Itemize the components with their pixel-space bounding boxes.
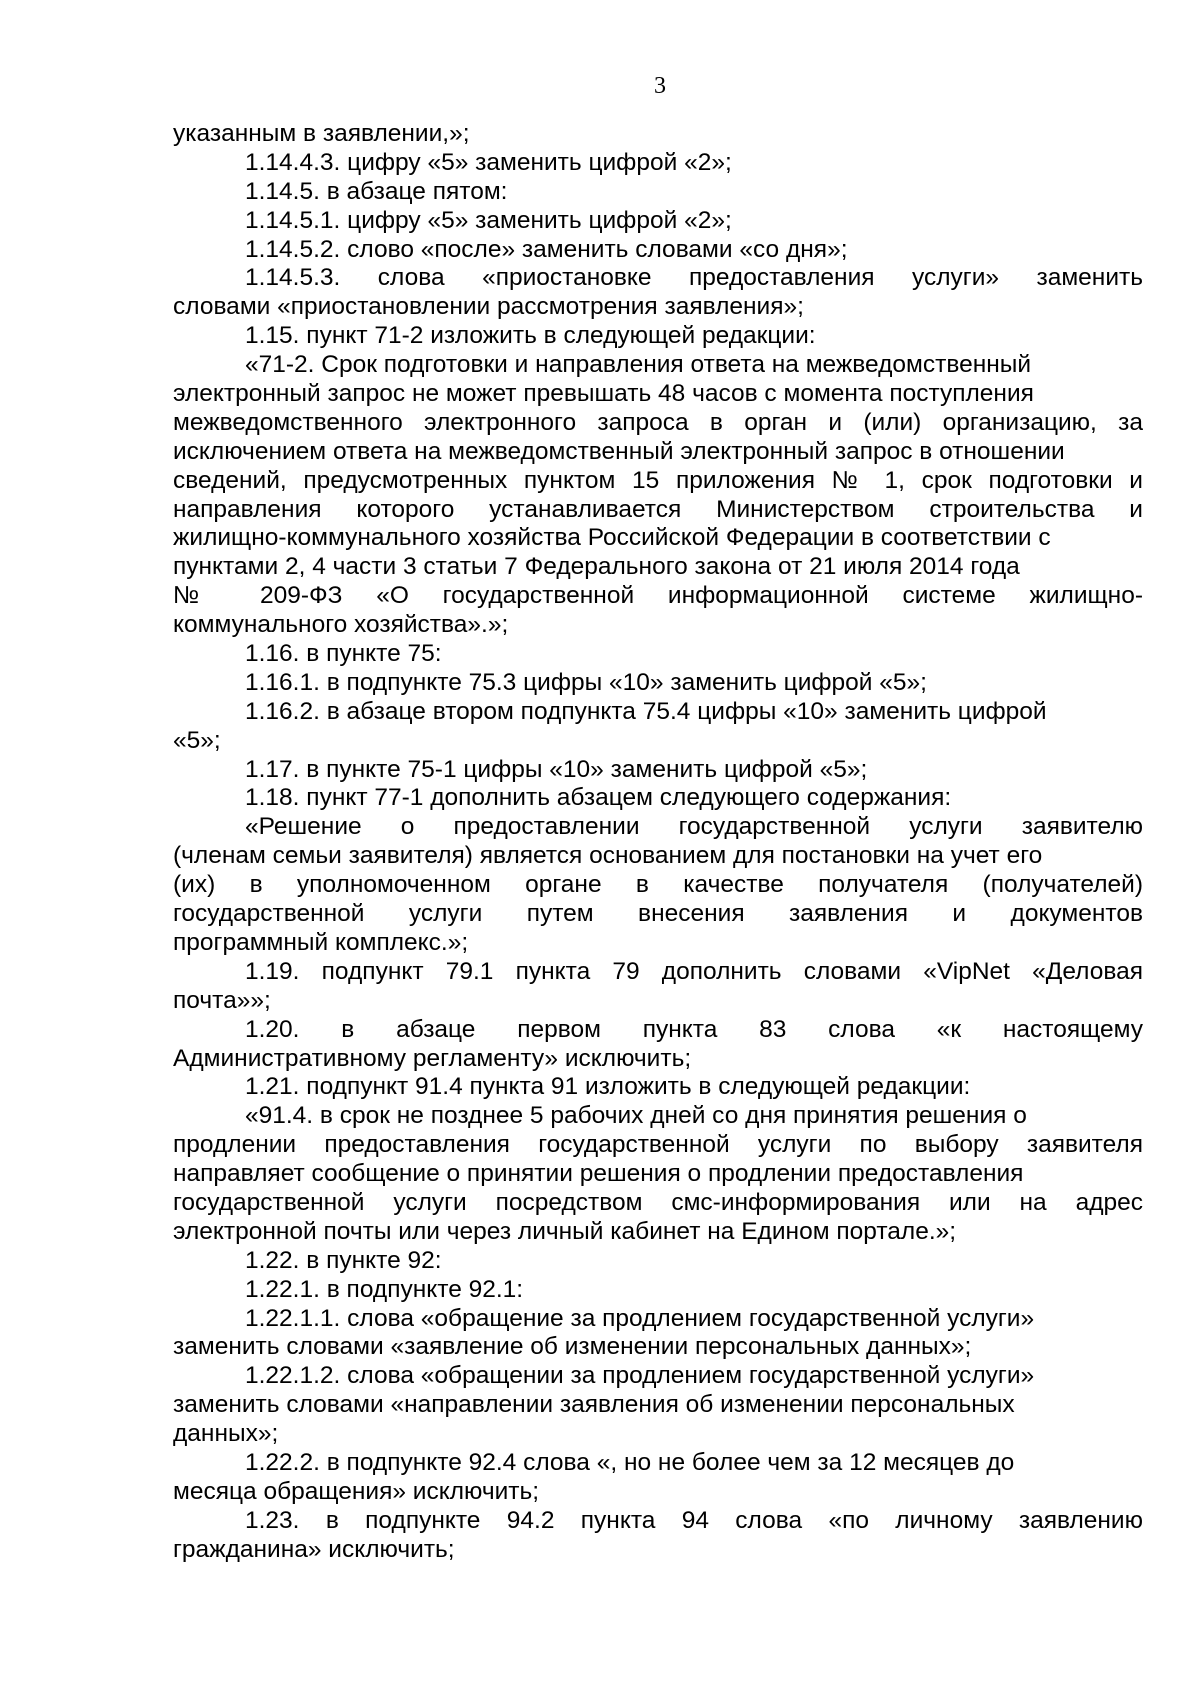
text-line: (их) в уполномоченном органе в качестве получателя (получателей): [173, 871, 1143, 899]
text-line: указанным в заявлении,»;: [173, 120, 470, 147]
text-line: 1.22. в пункте 92:: [245, 1246, 442, 1274]
document-body: [173, 120, 1143, 1565]
text-line: 1.16. в пункте 75:: [245, 640, 442, 668]
text-line: 1.22.1. в подпункте 92.1:: [245, 1275, 524, 1303]
text-line: 1.16.1. в подпункте 75.3 цифры «10» заменить цифрой «5»;: [245, 668, 927, 696]
text-line: электронной почты или через личный кабинет на Едином портале.»;: [173, 1217, 957, 1245]
text-line: месяца обращения» исключить;: [173, 1477, 540, 1505]
text-line: гражданина» исключить;: [173, 1535, 455, 1563]
text-line: 1.21. подпункт 91.4 пункта 91 изложить в следующей редакции:: [245, 1073, 971, 1101]
text-line: 1.22.1.1. слова «обращение за продлением государственной услуги»: [245, 1304, 1035, 1332]
text-line: 1.14.4.3. цифру «5» заменить цифрой «2»;: [245, 148, 732, 176]
text-line: 1.23. в подпункте 94.2 пункта 94 слова «по личному заявлению: [245, 1506, 1143, 1534]
text-line: 1.15. пункт 71-2 изложить в следующей редакции:: [245, 322, 816, 350]
text-line: направления которого устанавливается Министерством строительства и: [173, 495, 1143, 523]
text-line: «91.4. в срок не позднее 5 рабочих дней со дня принятия решения о: [245, 1102, 1027, 1130]
text-line: заменить словами «заявление об изменении персональных данных»;: [173, 1333, 972, 1361]
page-number: 3: [654, 73, 666, 99]
text-line: 1.17. в пункте 75-1 цифры «10» заменить цифрой «5»;: [245, 755, 868, 783]
text-line: сведений, предусмотренных пунктом 15 приложения № 1, срок подготовки и: [173, 466, 1143, 494]
text-line: 1.14.5. в абзаце пятом:: [245, 177, 508, 205]
text-line: исключением ответа на межведомственный электронный запрос в отношении: [173, 437, 1065, 465]
text-line: жилищно-коммунального хозяйства Российской Федерации в соответствии с: [173, 524, 1051, 552]
text-line: почта»»;: [173, 986, 271, 1014]
text-line: коммунального хозяйства».»;: [173, 611, 509, 639]
text-line: (членам семьи заявителя) является основанием для постановки на учет его: [173, 842, 1043, 870]
text-line: 1.22.2. в подпункте 92.4 слова «, но не более чем за 12 месяцев до: [245, 1448, 1015, 1476]
text-line: «Решение о предоставлении государственной услуги заявителю: [245, 813, 1143, 841]
text-line: «5»;: [173, 726, 221, 754]
text-line: программный комплекс.»;: [173, 928, 469, 956]
text-line: пунктами 2, 4 части 3 статьи 7 Федерального закона от 21 июля 2014 года: [173, 553, 1020, 581]
text-line: 1.14.5.3. слова «приостановке предоставления услуги» заменить: [245, 264, 1143, 292]
text-line: 1.18. пункт 77-1 дополнить абзацем следующего содержания:: [245, 784, 952, 812]
text-line: «71-2. Срок подготовки и направления ответа на межведомственный: [245, 351, 1032, 379]
text-line: заменить словами «направлении заявления об изменении персональных: [173, 1391, 1015, 1419]
text-line: межведомственного электронного запроса в орган и (или) организацию, за: [173, 408, 1143, 436]
text-line: Административному регламенту» исключить;: [173, 1044, 692, 1072]
text-line: 1.19. подпункт 79.1 пункта 79 дополнить словами «VipNet «Деловая: [245, 957, 1143, 985]
text-line: 1.22.1.2. слова «обращении за продлением государственной услуги»: [245, 1362, 1035, 1390]
text-line: 1.14.5.1. цифру «5» заменить цифрой «2»;: [245, 206, 732, 234]
text-line: 1.20. в абзаце первом пункта 83 слова «к настоящему: [245, 1015, 1143, 1043]
text-line: 1.14.5.2. слово «после» заменить словами «со дня»;: [245, 235, 848, 263]
text-line: электронный запрос не может превышать 48 часов с момента поступления: [173, 380, 1034, 408]
text-line: государственной услуги посредством смс-информирования или на адрес: [173, 1188, 1143, 1216]
text-line: государственной услуги путем внесения заявления и документов: [173, 900, 1143, 928]
text-line: 1.16.2. в абзаце втором подпункта 75.4 цифры «10» заменить цифрой: [245, 697, 1047, 725]
text-line: № 209-ФЗ «О государственной информационной системе жилищно-: [173, 582, 1143, 610]
text-line: данных»;: [173, 1420, 279, 1448]
text-line: словами «приостановлении рассмотрения заявления»;: [173, 293, 804, 321]
text-line: направляет сообщение о принятии решения о продлении предоставления: [173, 1160, 1024, 1188]
text-line: продлении предоставления государственной услуги по выбору заявителя: [173, 1131, 1143, 1159]
